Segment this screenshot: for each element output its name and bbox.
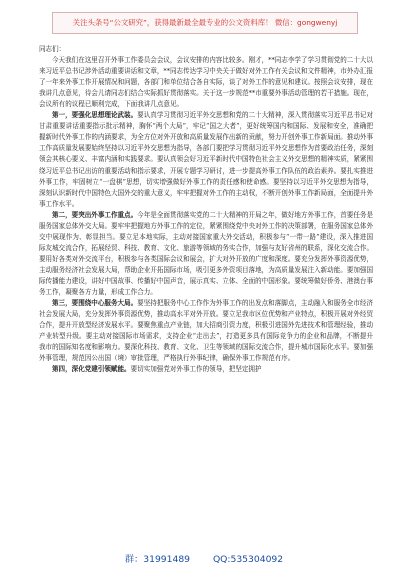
section-heading: 第二，要突出外事工作重点。	[52, 210, 138, 219]
intro-paragraph: 今天我们在这里召开外事工作委员会会议，会议安排的内容比较多。刚才，**同志李学了学习贯彻党的二十大以来习近平总书记涉外活动重要讲话和文章，**同志传达学习中央关于做好对外工作有关会议和文件精神，市外办汇报了一年来外事工作开展情况和问题，各部门和单位结合各自实际，谈了对外工作的意见和建议。按照会议安排，现在我讲几点意见，待会儿请同志们结合实际抓好贯彻落实。关于这一步规范**市重要外事活动管理的若干措施。现在，会议所有的议程已顺利完成，下面我讲几点意见。	[39, 56, 373, 109]
promo-banner: 关注头条号“公文研究”，获得最新最全最专业的公文资料库！ 微信：gongwenyj	[52, 12, 358, 34]
section-heading: 第四，深化党建引领赋能。	[52, 365, 131, 374]
section-body: 今年是全面贯彻落实党的二十大精神的开局之年，做好地方外事工作，首要任务是服务国家总体外交大局。要牢牢把握地方外事工作的定位，紧紧围绕党中央对外工作的决策部署，在服务国家总体外交中展现作为、彰显担当。要立足本地实际，主动对接国家重大外交活动，积极参与“一带一路”建设，深入推进国际友城交流合作，拓展经贸、科技、教育、文化、旅游等领域的务实合作，加强与友好省州的联系，深化交流合作。要用好各类对外交流平台，积极参与各类国际会议和展会，扩大对外开放的广度和深度。要充分发挥外事资源优势，主动服务经济社会发展大局，帮助企业开拓国际市场，吸引更多外资项目落地，为高质量发展注入新动能。要加强国际传播能力建设，讲好中国故事、传播好中国声音，展示真实、立体、全面的中国形象。要统筹做好侨务、港澳台事务工作，凝聚各方力量，形成工作合力。	[39, 210, 373, 297]
salutation: 同志们：	[39, 45, 66, 53]
section-paragraph	[39, 364, 373, 375]
section-body: 要切实加强党对外事工作的领导，把坚定拥护	[130, 365, 262, 374]
document-body	[39, 44, 373, 375]
section-heading: 第一，要强化思想理论武装。	[52, 111, 138, 120]
footer-qq: QQ:535304092	[212, 554, 284, 565]
section-body: 要坚持把服务中心工作作为外事工作的出发点和落脚点，主动融入和服务全市经济社会发展大局，充分发挥外事资源优势，推动高水平对外开放。要立足我市区位优势和产业特点，积极开展对外经贸合作，提升开放型经济发展水平。要聚焦重点产业链，加大招商引资力度，积极引进国外先进技术和管理经验，推动产业转型升级。要主动对接国际市场需求，支持企业“走出去”，打造更多具有国际竞争力的企业和品牌，不断提升我市的国际知名度和影响力。要深化科技、教育、文化、卫生等领域的国际交流合作，提升城市国际化水平。要加强外事管理，规范因公出国（境）审批管理，严格执行外事纪律，确保外事工作规范有序。	[39, 299, 373, 363]
section-paragraph	[39, 298, 373, 364]
section-paragraph	[39, 110, 373, 209]
section-paragraph	[39, 210, 373, 298]
section-heading: 第三，要围绕中心服务大局。	[52, 299, 138, 308]
section-body: 要认真学习贯彻习近平外交思想和党的二十大精神，深入贯彻落实习近平总书记对甘肃重要讲话重要指示批示精神，胸怀“两个大局”，牢记“国之大者”，更好统筹国内和国际、发展和安全，准确把握新时代外事工作的内涵要求，为全方位对外开放和高质量发展作出新的贡献，努力开创外事工作新局面。推动外事工作高质量发展要始终坚持以习近平外交思想为指导，各部门要把学习贯彻习近平外交思想作为首要政治任务，深刻领会其核心要义、丰富内涵和实践要求。要认真领会好习近平新时代中国特色社会主义外交思想的精神实质，紧紧围绕习近平总书记出访的重要活动和指示要求，开展专题学习研讨，进一步提高外事工作队伍的政治素养。要扎实推进外事工作，牢固树立“一盘棋”思想，切实增强做好外事工作的责任感和使命感。要坚持以习近平外交思想为指导，深刻认识新时代中国特色大国外交的重大意义，牢牢把握对外工作的主动权，不断开创外事工作新局面，全面提升外事工作水平。	[39, 111, 373, 208]
footer-contact	[0, 551, 408, 565]
footer-qq-group: 群：31991489	[124, 554, 191, 565]
